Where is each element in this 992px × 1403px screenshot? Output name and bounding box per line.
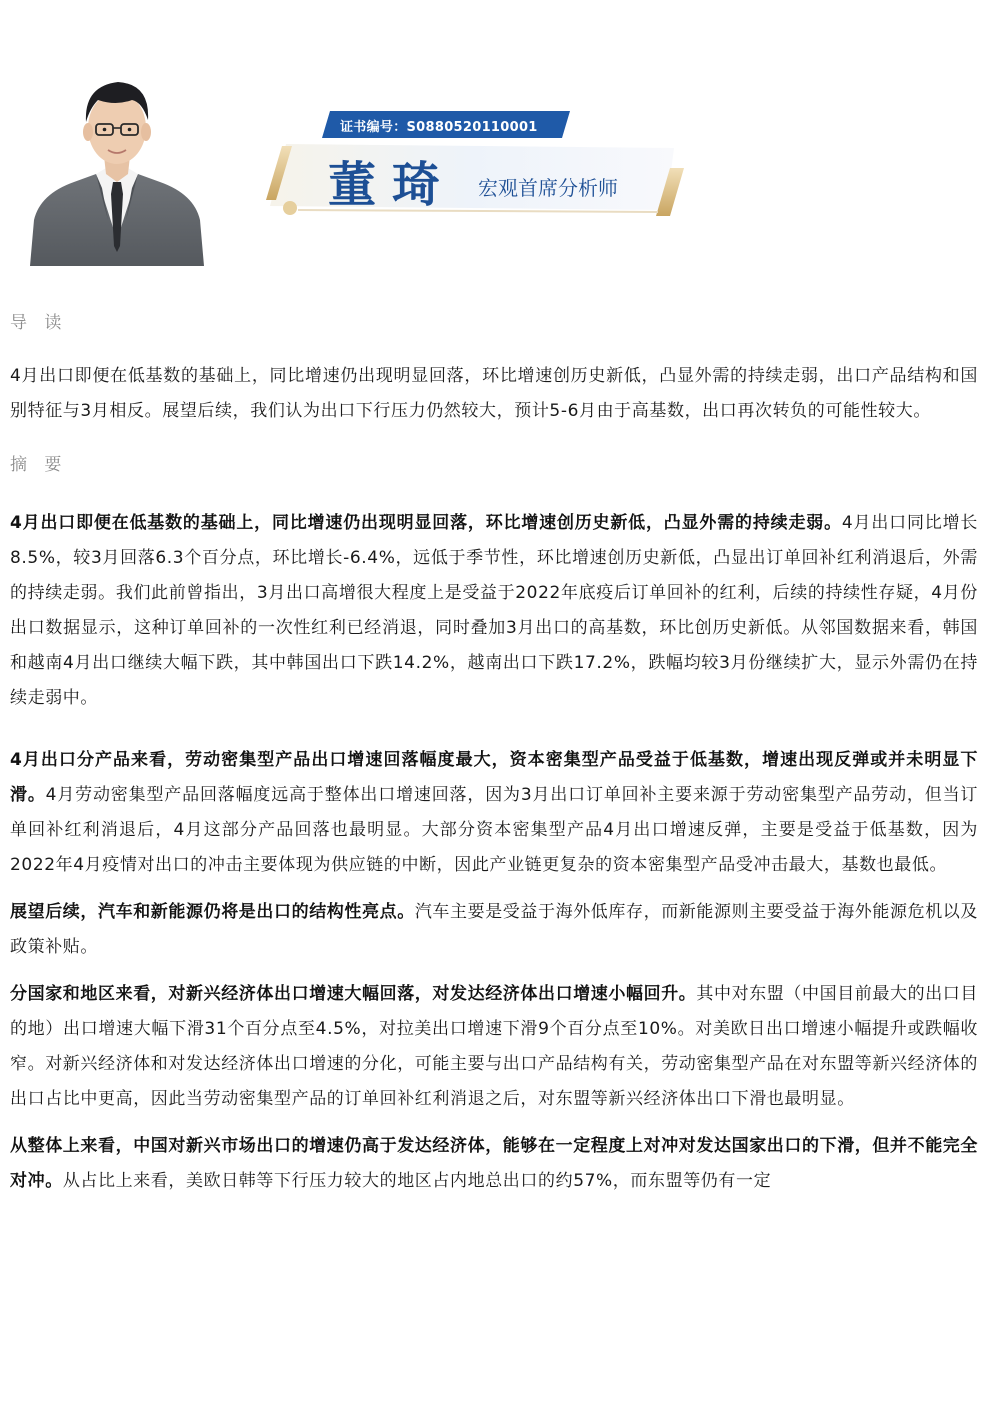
paragraph-text: 4月出口同比增长8.5%，较3月回落6.3个百分点，环比增长-6.4%，远低于季节性，环比增速创历史新低，凸显出订单回补红利消退后，外需的持续走弱。我们此前曾指出，3月出口高增很大程度上是受益于2022年底疫后订单回补的红利，后续的持续性存疑，4月份出口数据显示，这种订单回补的一次性红利已经消退，同时叠加3月出口的高基数，环比创历史新低。从邻国数据来看，韩国和越南4月出口继续大幅下跌，其中韩国出口下跌14.2%，越南出口下跌17.2%，跌幅均较3月份继续扩大，显示外需仍在持续走弱中。 — [10, 513, 978, 708]
summary-paragraph — [10, 1129, 978, 1199]
summary-section-label: 摘 要 — [10, 455, 68, 475]
paragraph-lead: 4月出口分产品来看，劳动密集型产品出口增速回落幅度最大，资本密集型产品受益于低基数，增速出现反弹或并未明显下滑。 — [10, 750, 978, 805]
certificate-tag — [322, 111, 570, 138]
author-header — [0, 0, 992, 280]
paragraph-lead: 展望后续，汽车和新能源仍将是出口的结构性亮点。 — [10, 902, 415, 922]
paragraph-text: 汽车主要是受益于海外低库存，而新能源则主要受益于海外能源危机以及政策补贴。 — [10, 902, 979, 957]
analyst-name-card — [262, 140, 692, 220]
certificate-number: 证书编号：S0880520110001 — [340, 120, 538, 135]
article-body — [10, 305, 978, 1199]
analyst-name: 董琦 — [328, 157, 457, 213]
summary-paragraph — [10, 977, 978, 1117]
analyst-title: 宏观首席分析师 — [478, 176, 618, 200]
paragraph-text: 从占比上来看，美欧日韩等下行压力较大的地区占内地总出口的约57%，而东盟等仍有一定 — [62, 1171, 772, 1191]
guide-section-label: 导 读 — [10, 313, 68, 333]
analyst-portrait-icon — [28, 70, 206, 266]
guide-paragraph: 4月出口即便在低基数的基础上，同比增速仍出现明显回落，环比增速创历史新低，凸显外需的持续走弱，出口产品结构和国别特征与3月相反。展望后续，我们认为出口下行压力仍然较大，预计5-6月由于高基数，出口再次转负的可能性较大。 — [10, 366, 978, 421]
summary-paragraph — [10, 506, 978, 716]
paragraph-text: 其中对东盟（中国目前最大的出口目的地）出口增速大幅下滑31个百分点至4.5%，对拉美出口增速下滑9个百分点至10%。对美欧日出口增速小幅提升或跌幅收窄。对新兴经济体和对发达经济体出口增速的分化，可能主要与出口产品结构有关，劳动密集型产品在对东盟等新兴经济体的出口占比中更高，因此当劳动密集型产品的订单回补红利消退之后，对东盟等新兴经济体出口下滑也最明显。 — [10, 984, 979, 1109]
paragraph-lead: 分国家和地区来看，对新兴经济体出口增速大幅回落，对发达经济体出口增速小幅回升。 — [10, 984, 697, 1004]
paragraph-text: 4月劳动密集型产品回落幅度远高于整体出口增速回落，因为3月出口订单回补主要来源于劳动密集型产品劳动，但当订单回补红利消退后，4月这部分产品回落也最明显。大部分资本密集型产品4月出口增速反弹，主要是受益于低基数，因为2022年4月疫情对出口的冲击主要体现为供应链的中断，因此产业链更复杂的资本密集型产品受冲击最大，基数也最低。 — [10, 785, 979, 875]
summary-paragraph — [10, 743, 978, 883]
summary-paragraph — [10, 895, 978, 965]
paragraph-lead: 4月出口即便在低基数的基础上，同比增速仍出现明显回落，环比增速创历史新低，凸显外需的持续走弱。 — [10, 513, 842, 533]
paragraph-lead: 从整体上来看，中国对新兴市场出口的增速仍高于发达经济体，能够在一定程度上对冲对发达国家出口的下滑，但并不能完全对冲。 — [10, 1136, 978, 1191]
